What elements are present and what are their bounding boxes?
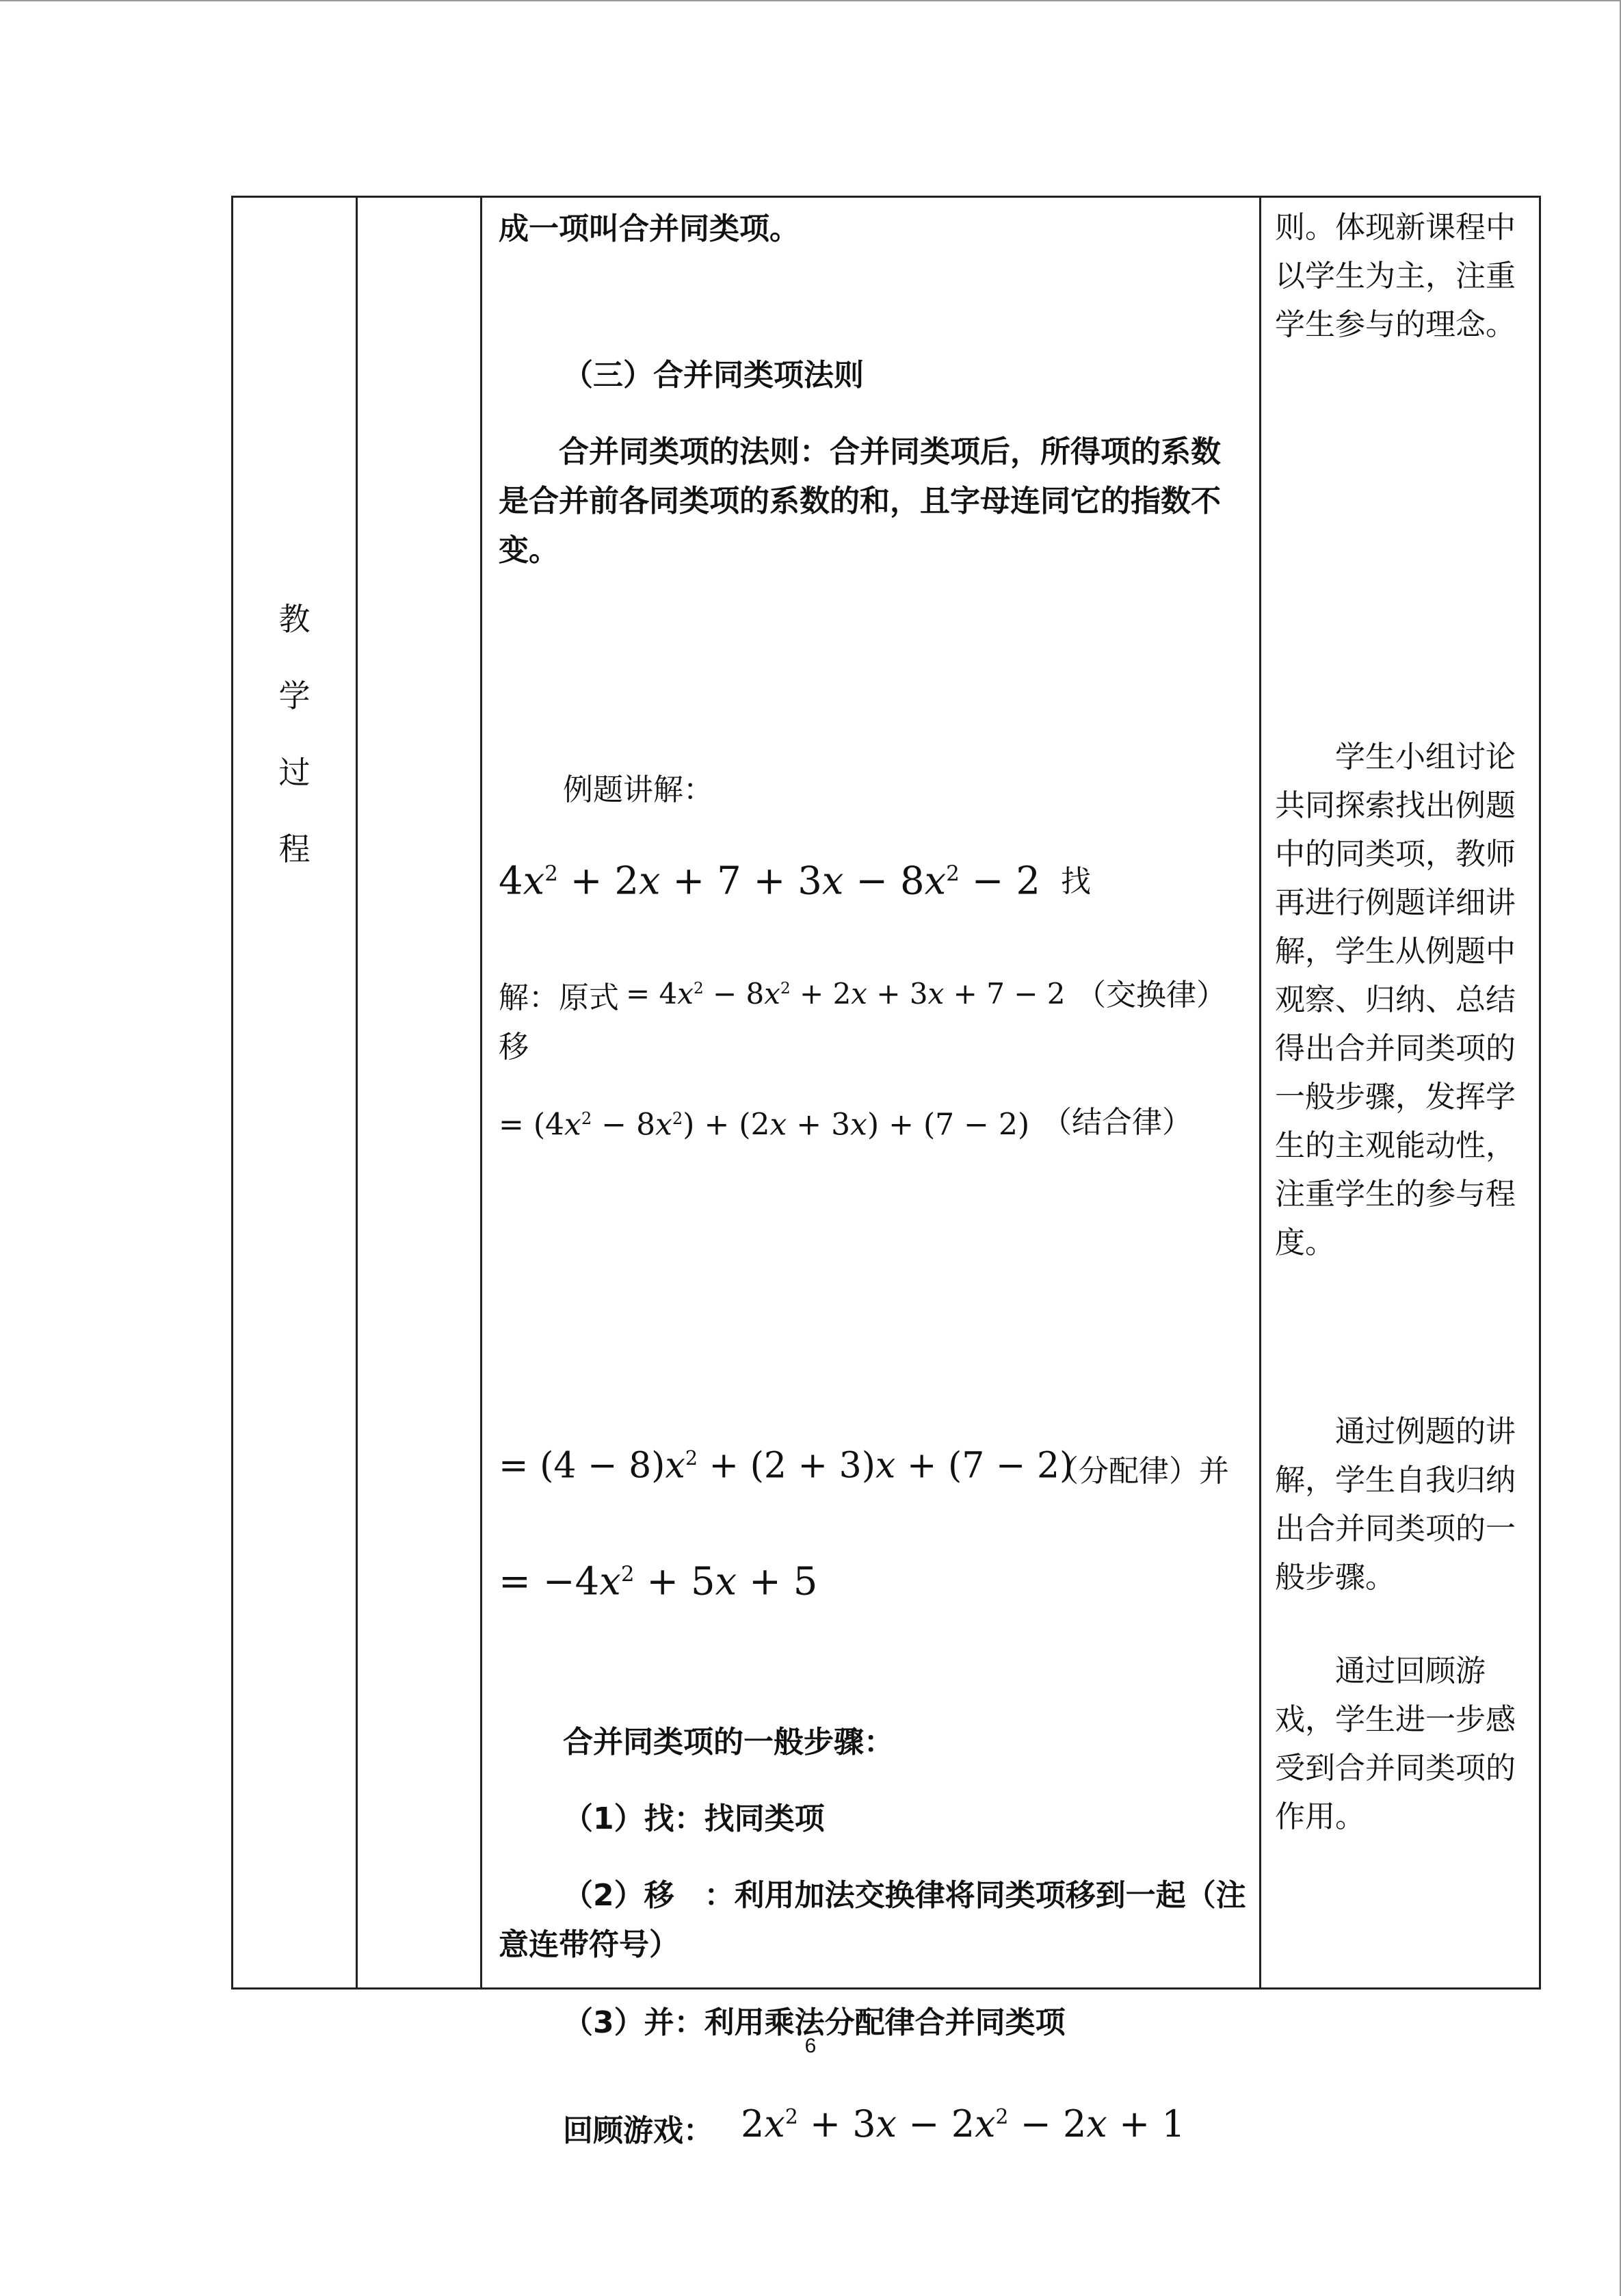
- solution-result: = $-4x^2 + 5x + 5$: [499, 1559, 818, 1604]
- solution-line-2: = $(4x^2 - 8x^2) + (2x + 3x) + (7 - 2)$: [499, 1107, 1030, 1143]
- intro-tail: 成一项叫合并同类项。: [499, 211, 800, 246]
- step-2: （2）移 ：利用加法交换律将同类项移到一起（注意连带符号）: [499, 1878, 1246, 1962]
- law-associative: （结合律）: [1042, 1105, 1192, 1140]
- review-label: 回顾游戏：: [563, 2113, 713, 2148]
- solution-lead-tail: 移: [499, 1030, 529, 1065]
- review-expression: $2x^2 + 3x - 2x^2 - 2x + 1$: [741, 2102, 1185, 2145]
- section-title: （三）合并同类项法则: [563, 358, 864, 393]
- side-note-4: 通过回顾游戏，学生进一步感受到合并同类项的作用。: [1275, 1654, 1516, 1834]
- step-3: （3）并：利用乘法分配律合并同类项: [563, 2005, 1066, 2040]
- example-side-note: 找: [1061, 864, 1091, 899]
- rule-paragraph: 合并同类项的法则：合并同类项后，所得项的系数是合并前各同类项的系数的和，且字母连同它的指数不变。: [499, 434, 1221, 568]
- stage-char: 教: [278, 601, 311, 638]
- stage-char: 过: [278, 754, 311, 791]
- empty-column: [357, 197, 482, 1989]
- side-note-2: 学生小组讨论共同探索找出例题中的同类项，教师再进行例题详细讲解，学生从例题中观察、归纳、总结得出合并同类项的一般步骤，发挥学生的主观能动性，注重学生的参与程度。: [1275, 740, 1516, 1260]
- side-note-3: 通过例题的讲解，学生自我归纳出合并同类项的一般步骤。: [1275, 1414, 1516, 1595]
- solution-lead: 解：原式: [499, 980, 619, 1015]
- stage-label: [233, 581, 356, 887]
- solution-line-1: = $4x^2 - 8x^2 + 2x + 3x + 7 - 2$: [626, 977, 1066, 1010]
- side-note-1: 则。体现新课程中以学生为主，注重学生参与的理念。: [1275, 210, 1516, 342]
- steps-title: 合并同类项的一般步骤：: [563, 1725, 894, 1760]
- stage-column: [233, 197, 357, 1989]
- page-number: 6: [804, 2035, 817, 2057]
- content-column: [482, 197, 1261, 2148]
- example-expression: $4x^2 + 2x + 7 + 3x - 8x^2 - 2$: [499, 859, 1041, 904]
- stage-char: 学: [278, 677, 311, 714]
- example-title: 例题讲解：: [563, 772, 713, 807]
- lesson-table: [231, 196, 1541, 2148]
- page-edge-top: [0, 0, 1621, 1]
- notes-column: [1261, 197, 1540, 1989]
- law-commutative: （交换律）: [1076, 978, 1226, 1013]
- step-1: （1）找：找同类项: [563, 1801, 825, 1836]
- solution-line-3: = $(4 - 8)x^2 + (2 + 3)x + (7 - 2)$: [499, 1445, 1074, 1487]
- stage-char: 程: [278, 831, 311, 867]
- law-distributive: （分配律）并: [1049, 1454, 1229, 1489]
